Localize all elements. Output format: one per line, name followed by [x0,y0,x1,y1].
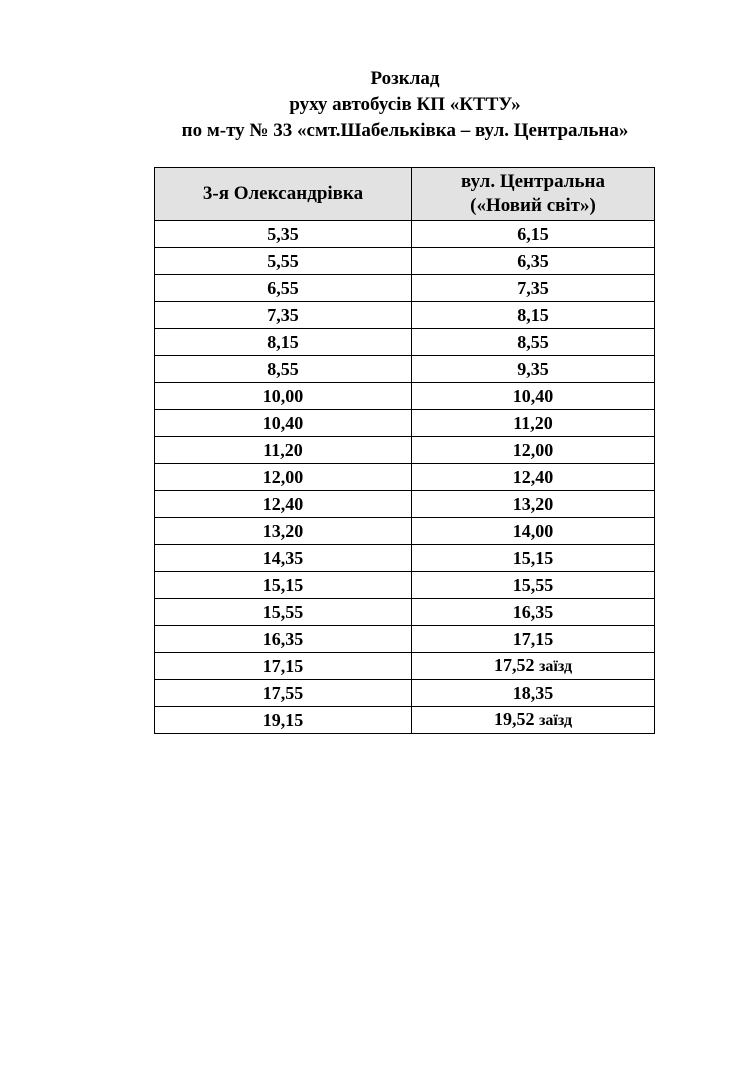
departure-time-to [412,626,655,653]
document-title [0,66,755,144]
time-value: 12,00 [512,440,554,460]
time-value: 10,40 [512,386,554,406]
table-row [155,572,655,599]
table-row [155,383,655,410]
time-value: 8,15 [517,305,549,325]
time-value: 6,35 [517,251,549,271]
table-row [155,221,655,248]
table-header-row [155,168,655,221]
time-note: заїзд [538,658,573,675]
departure-time-to [412,680,655,707]
departure-time-to [412,410,655,437]
time-value: 18,35 [512,683,554,703]
departure-time-to [412,437,655,464]
departure-time-from: 7,35 [155,302,412,329]
departure-time-to [412,248,655,275]
departure-time-from: 17,55 [155,680,412,707]
time-value: 8,55 [517,332,549,352]
time-value: 14,00 [512,521,554,541]
departure-time-from: 10,00 [155,383,412,410]
table-row [155,518,655,545]
time-note: заїзд [538,712,573,729]
table-row [155,707,655,734]
table-row [155,248,655,275]
departure-time-from: 11,20 [155,437,412,464]
departure-time-from: 8,55 [155,356,412,383]
departure-time-to [412,545,655,572]
departure-time-to [412,356,655,383]
time-value: 12,40 [512,467,554,487]
departure-time-from: 5,35 [155,221,412,248]
table-row [155,275,655,302]
departure-time-to [412,599,655,626]
table-row [155,410,655,437]
departure-time-from: 13,20 [155,518,412,545]
departure-time-from: 19,15 [155,707,412,734]
column-header-to-line-2: («Новий світ») [470,195,596,216]
departure-time-to [412,221,655,248]
title-line-1: Розклад [370,68,440,89]
time-value: 9,35 [517,359,549,379]
departure-time-to [412,464,655,491]
departure-time-to [412,572,655,599]
title-line-2: руху автобусів КП «КТТУ» [289,94,521,115]
departure-time-from: 10,40 [155,410,412,437]
departure-time-to [412,275,655,302]
departure-time-from: 6,55 [155,275,412,302]
time-value: 11,20 [513,413,553,433]
departure-time-to [412,383,655,410]
departure-time-to [412,302,655,329]
departure-time-from: 15,15 [155,572,412,599]
table-row [155,329,655,356]
schedule-table [154,167,655,734]
table-row [155,437,655,464]
departure-time-from: 14,35 [155,545,412,572]
departure-time-from: 16,35 [155,626,412,653]
departure-time-to [412,707,655,734]
column-header-to-line-1: вул. Центральна [461,171,605,192]
time-value: 13,20 [512,494,554,514]
table-row [155,626,655,653]
departure-time-to [412,491,655,518]
schedule-body [155,221,655,734]
departure-time-to [412,653,655,680]
departure-time-from: 15,55 [155,599,412,626]
time-value: 19,52 [493,709,535,729]
table-row [155,356,655,383]
table-row [155,680,655,707]
time-value: 17,52 [493,655,535,675]
time-value: 17,15 [512,629,554,649]
time-value: 15,15 [512,548,554,568]
time-value: 6,15 [517,224,549,244]
departure-time-to [412,518,655,545]
departure-time-from: 12,40 [155,491,412,518]
departure-time-from: 12,00 [155,464,412,491]
departure-time-from: 5,55 [155,248,412,275]
table-row [155,545,655,572]
column-header-to [412,168,655,221]
title-line-3: по м-ту № 33 «смт.Шабельківка – вул. Центральна» [181,120,629,141]
departure-time-to [412,329,655,356]
column-header-from: 3-я Олександрівка [155,168,412,221]
table-row [155,653,655,680]
time-value: 7,35 [517,278,549,298]
table-row [155,599,655,626]
departure-time-from: 17,15 [155,653,412,680]
time-value: 16,35 [512,602,554,622]
table-row [155,464,655,491]
table-row [155,491,655,518]
departure-time-from: 8,15 [155,329,412,356]
time-value: 15,55 [512,575,554,595]
table-row [155,302,655,329]
